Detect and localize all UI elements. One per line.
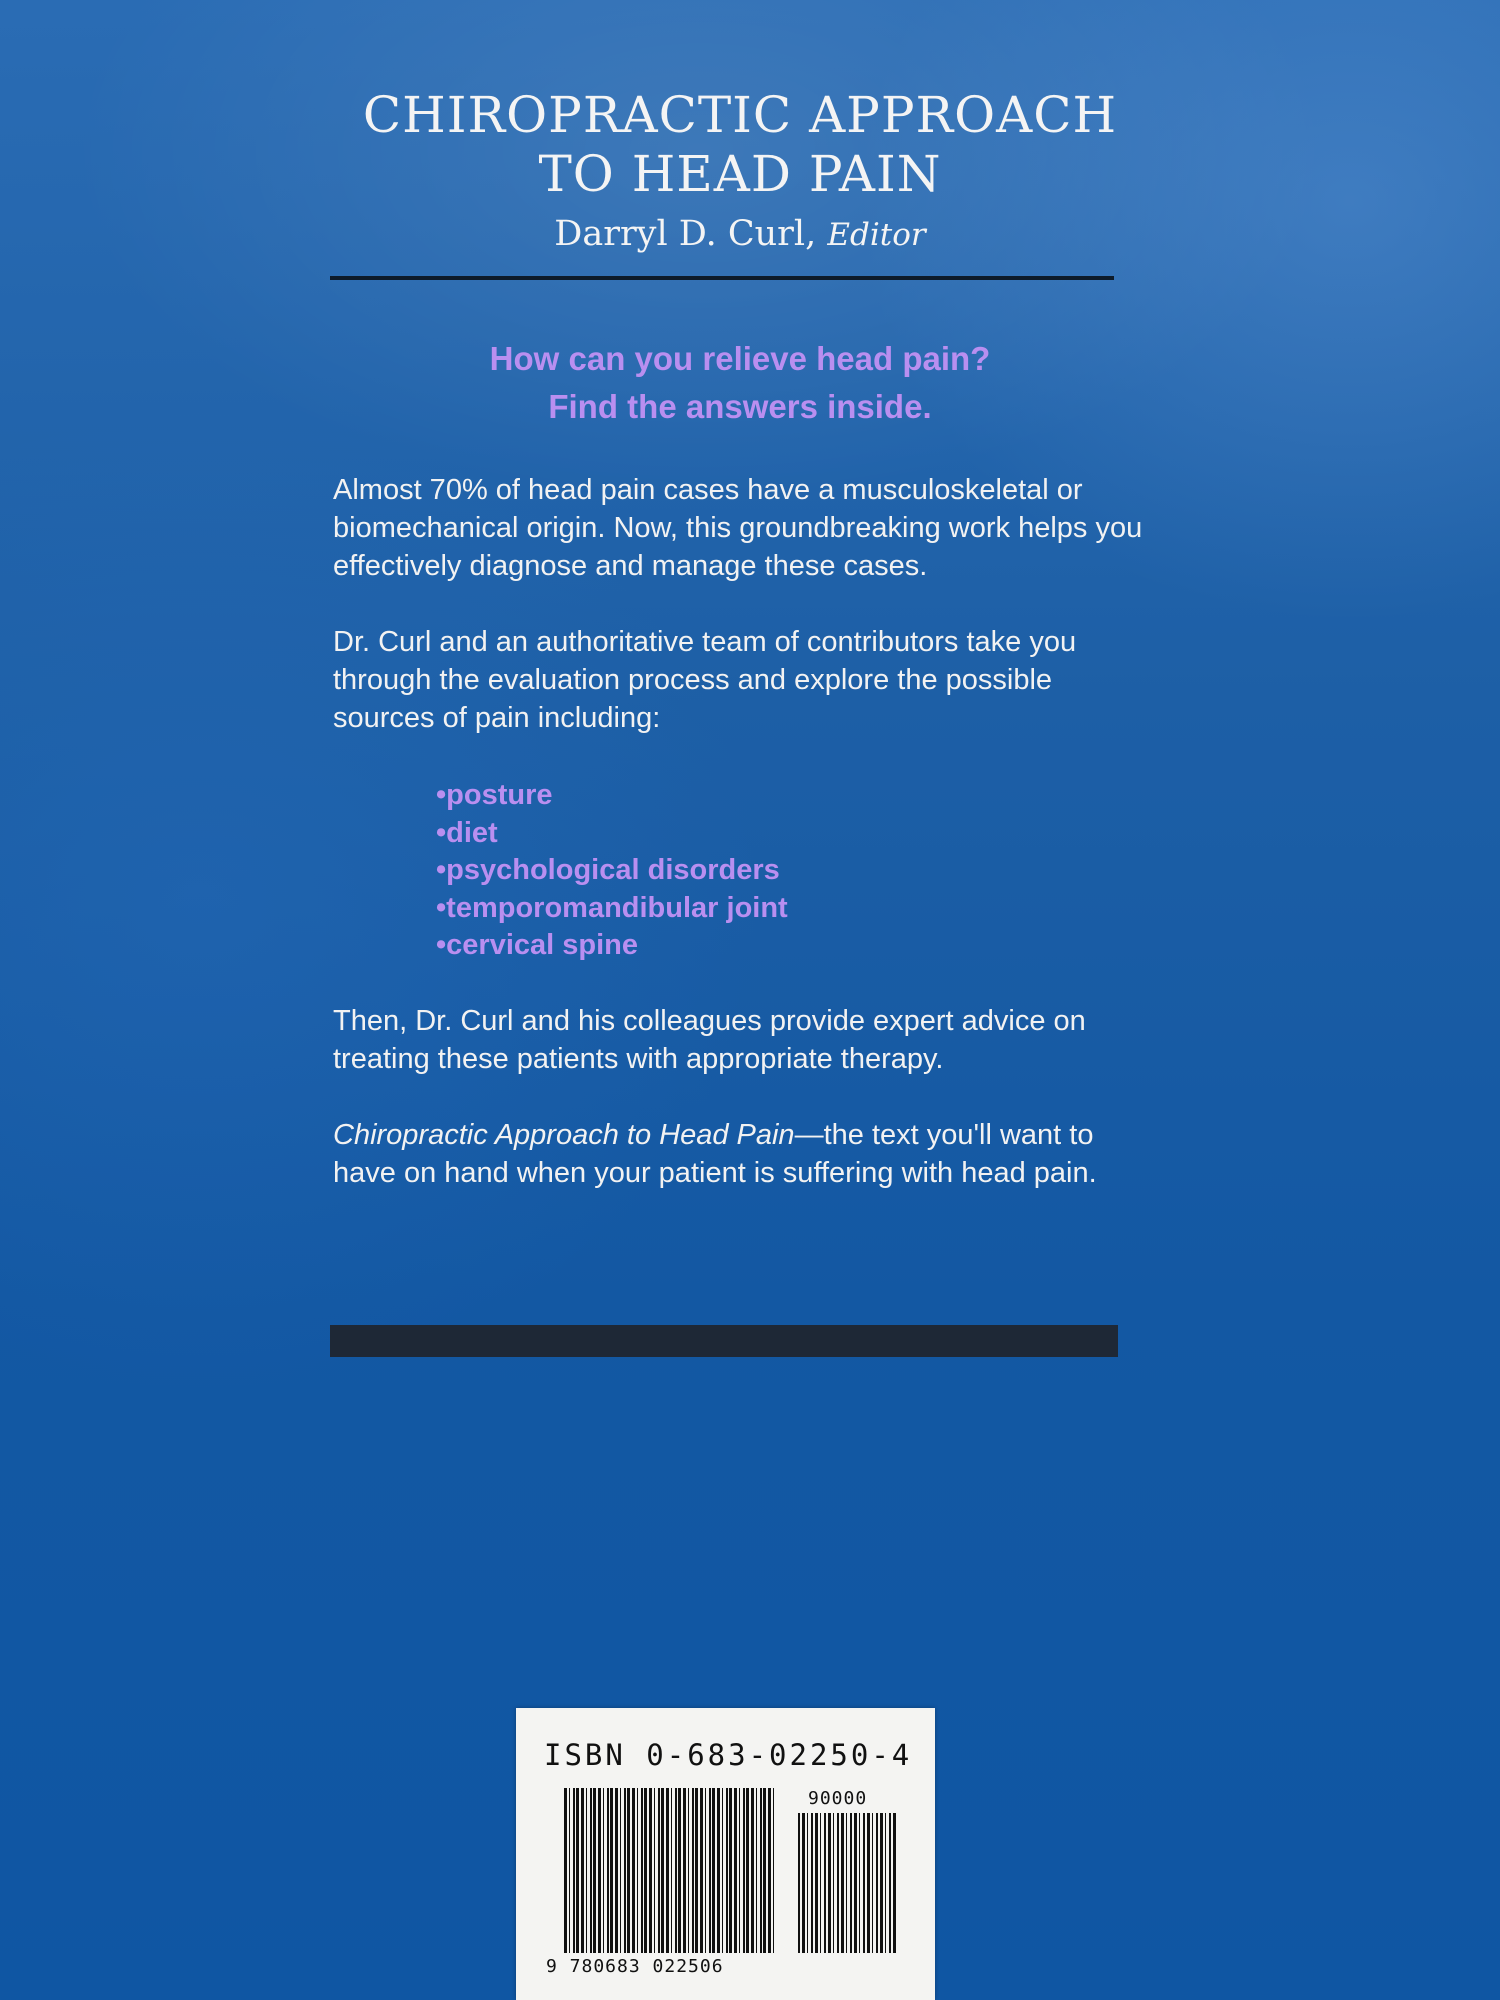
closing-paragraph	[333, 1116, 1153, 1192]
editor-role: Editor	[827, 217, 926, 253]
price-code: 90000	[808, 1788, 868, 1809]
addon-barcode-icon	[798, 1813, 898, 1953]
contributors-paragraph: Dr. Curl and an authoritative team of contributors take you through the evaluation process and explore the possible sources of pain including:	[333, 626, 1077, 734]
book-title-line1: CHIROPRACTIC APPROACH	[362, 86, 1118, 144]
pain-sources-list	[436, 777, 788, 965]
list-item: • diet	[436, 815, 788, 853]
book-title-line2: TO HEAD PAIN	[538, 145, 942, 203]
ean-number: 9 780683 022506	[546, 1956, 724, 1977]
therapy-paragraph: Then, Dr. Curl and his colleagues provide expert advice on treating these patients with appropriate therapy.	[333, 1005, 1086, 1075]
barcode-icon	[564, 1788, 776, 1953]
list-item: • temporomandibular joint	[436, 890, 788, 928]
isbn-barcode-label	[516, 1708, 935, 2000]
intro-paragraph: Almost 70% of head pain cases have a musculoskeletal or biomechanical origin. Now, this groundbreaking work helps you effectively diagnose and manage these cases.	[333, 474, 1143, 582]
editor-name: Darryl D. Curl,	[554, 214, 817, 254]
list-item: • posture	[436, 777, 788, 815]
bottom-divider-bar	[330, 1325, 1118, 1357]
isbn-number: ISBN 0-683-02250-4	[544, 1738, 913, 1772]
list-item: • cervical spine	[436, 927, 788, 965]
tagline-answer: Find the answers inside.	[548, 388, 932, 425]
closing-text: —the text you'll want to have on hand when your patient is suffering with head pain.	[333, 1119, 1097, 1189]
top-divider	[330, 276, 1114, 280]
list-item: • psychological disorders	[436, 852, 788, 890]
tagline-question: How can you relieve head pain?	[489, 340, 991, 377]
closing-book-title: Chiropractic Approach to Head Pain	[333, 1119, 795, 1151]
editor-credit	[300, 214, 1180, 254]
